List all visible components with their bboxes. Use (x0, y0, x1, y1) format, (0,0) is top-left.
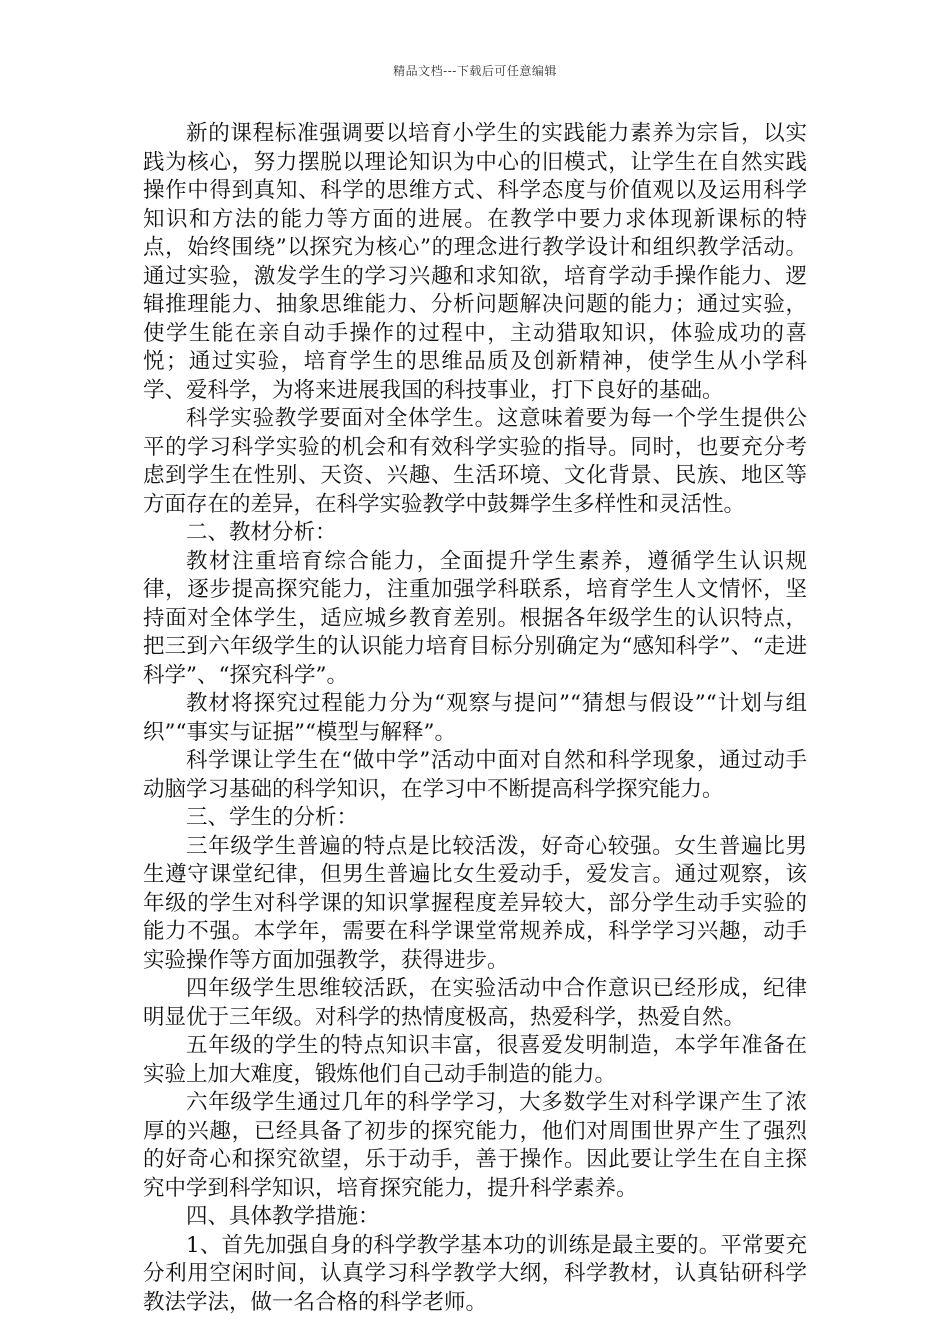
paragraph-measure-one: 1、首先加强自身的科学教学基本功的训练是最主要的。平常要充分利用空闲时间，认真学习科学教学大纲，科学教材，认真钻研科学教法学法，做一名合格的科学老师。 (143, 1232, 807, 1315)
page-header: 精品文档---下载后可任意编辑 (393, 64, 557, 78)
document-body (143, 120, 807, 1317)
paragraph-grade-four: 四年级学生思维较活跃，在实验活动中合作意识已经形成，纪律明显优于三年级。对科学的热情度极高，热爱科学，热爱自然。 (143, 976, 807, 1030)
paragraph-learning-by-doing: 科学课让学生在“做中学”活动中面对自然和科学现象，通过动手动脑学习基础的科学知识，在学习中不断提高科学探究能力。 (143, 748, 807, 802)
section-heading-textbook-analysis: 二、教材分析： (186, 520, 337, 545)
paragraph-inquiry-process: 教材将探究过程能力分为“观察与提问”“猜想与假设”“计划与组织”“事实与证据”“模型与解释”。 (143, 691, 807, 745)
paragraph-textbook-abilities: 教材注重培育综合能力，全面提升学生素养，遵循学生认识规律，逐步提高探究能力，注重加强学科联系，培育学生人文情怀，坚持面对全体学生，适应城乡教育差别。根据各年级学生的认识特点，把三到六年级学生的认识能力培育目标分别确定为“感知科学”、“走进科学”、“探究科学”。 (143, 548, 807, 688)
section-heading-teaching-measures: 四、具体教学措施： (186, 1204, 380, 1229)
paragraph-grade-three: 三年级学生普遍的特点是比较活泼，好奇心较强。女生普遍比男生遵守课堂纪律，但男生普遍比女生爱动手，爱发言。通过观察，该年级的学生对科学课的知识掌握程度差异较大，部分学生动手实验的能力不强。本学年，需要在科学课堂常规养成，科学学习兴趣，动手实验操作等方面加强教学，获得进步。 (143, 833, 807, 973)
paragraph-all-students: 科学实验教学要面对全体学生。这意味着要为每一个学生提供公平的学习科学实验的机会和有效科学实验的指导。同时，也要充分考虑到学生在性别、天资、兴趣、生活环境、文化背景、民族、地区等方面存在的差异，在科学实验教学中鼓舞学生多样性和灵活性。 (143, 406, 807, 517)
section-heading-student-analysis: 三、学生的分析： (186, 805, 359, 830)
paragraph-grade-five: 五年级的学生的特点知识丰富，很喜爱发明制造，本学年准备在实验上加大难度，锻炼他们自己动手制造的能力。 (143, 1033, 807, 1087)
paragraph-grade-six: 六年级学生通过几年的科学学习，大多数学生对科学课产生了浓厚的兴趣，已经具备了初步的探究能力，他们对周围世界产生了强烈的好奇心和探究欲望，乐于动手，善于操作。因此要让学生在自主探究中学到科学知识，培育探究能力，提升科学素养。 (143, 1090, 807, 1201)
paragraph-course-standard: 新的课程标准强调要以培育小学生的实践能力素养为宗旨，以实践为核心，努力摆脱以理论知识为中心的旧模式，让学生在自然实践操作中得到真知、科学的思维方式、科学态度与价值观以及运用科学知识和方法的能力等方面的进展。在教学中要力求体现新课标的特点，始终围绕”以探究为核心”的理念进行教学设计和组织教学活动。通过实验，激发学生的学习兴趣和求知欲，培育学动手操作能力、逻辑推理能力、抽象思维能力、分析问题解决问题的能力；通过实验，使学生能在亲自动手操作的过程中，主动猎取知识，体验成功的喜悦；通过实验，培育学生的思维品质及创新精神，使学生从小学科学、爱科学，为将来进展我国的科技事业，打下良好的基础。 (143, 121, 807, 403)
